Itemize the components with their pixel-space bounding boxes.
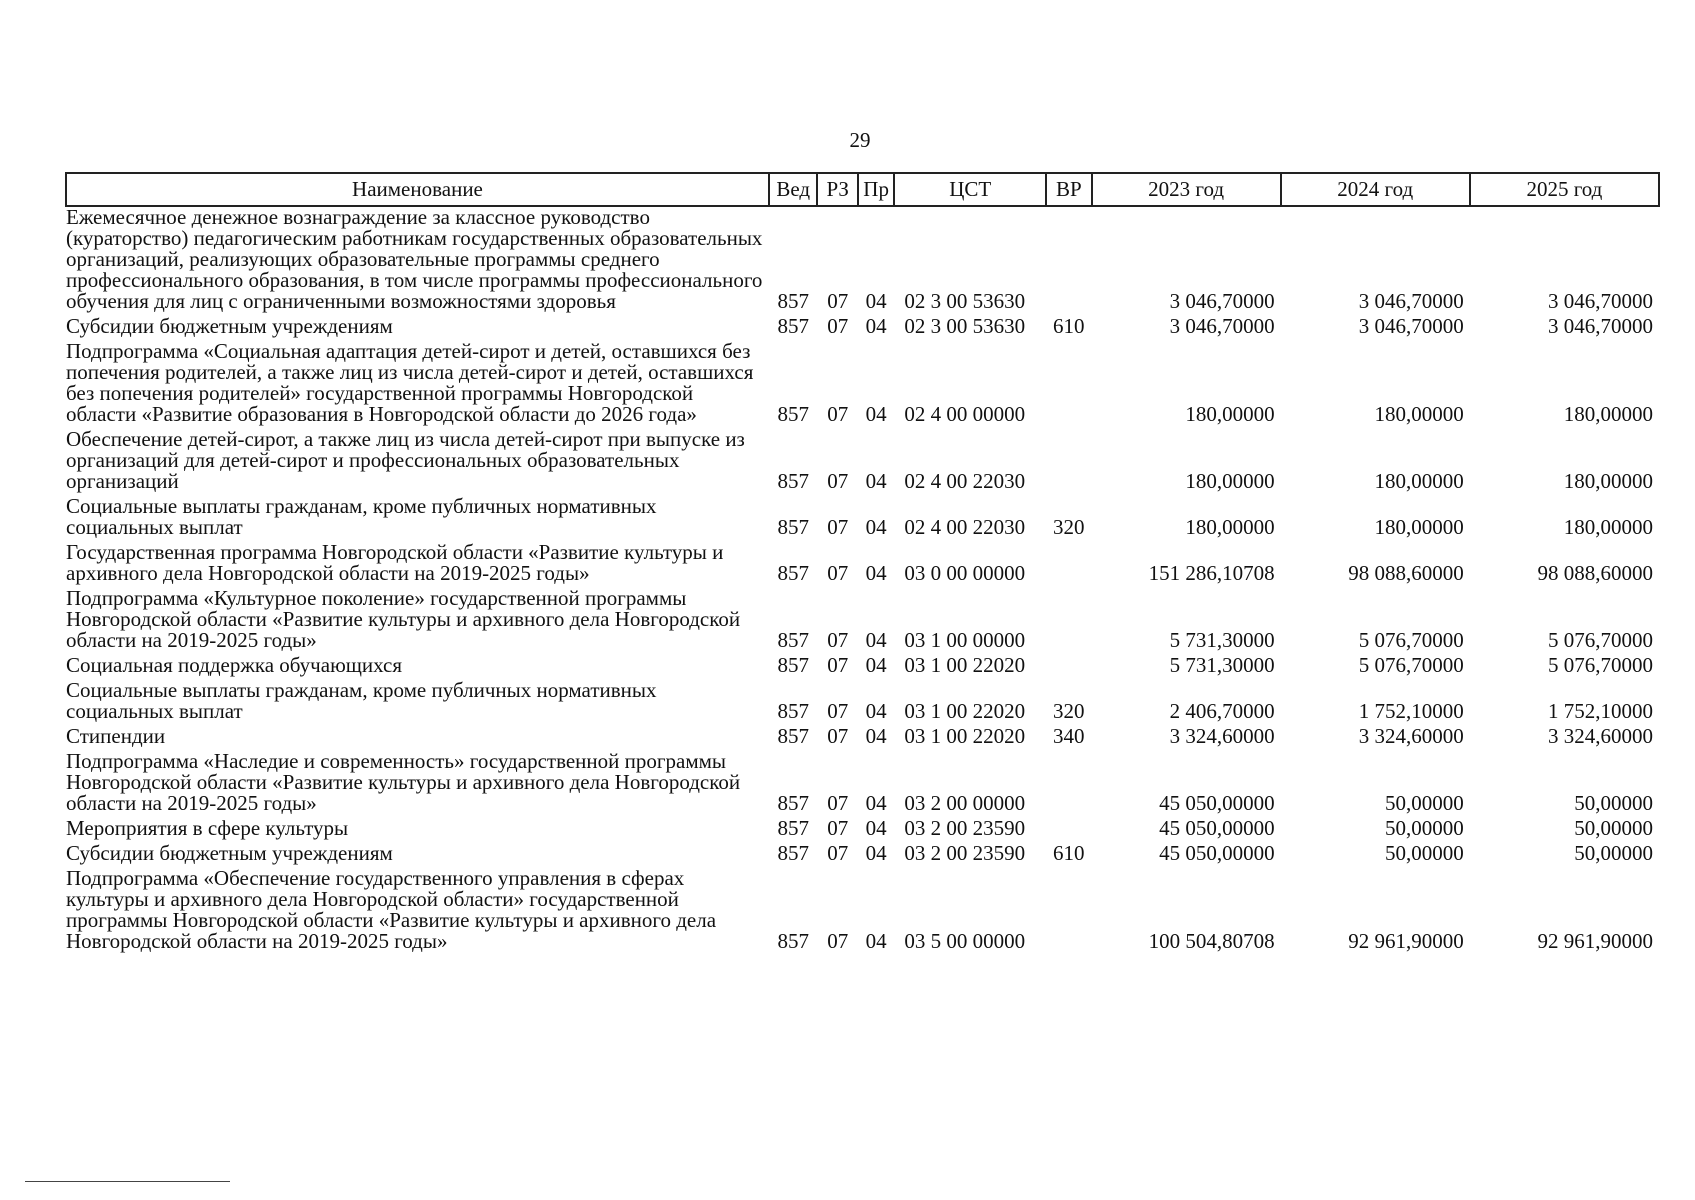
row-amount-2023: 180,00000 [1185, 402, 1275, 426]
row-amount-2025: 3 046,70000 [1548, 289, 1653, 313]
row-pr: 04 [865, 816, 887, 840]
footnote-rule [25, 1181, 230, 1182]
table-row [66, 680, 1659, 726]
row-name: Стипендии [66, 724, 166, 748]
row-cst: 03 0 00 00000 [904, 561, 1026, 585]
row-pr: 04 [865, 402, 887, 426]
row-pr: 04 [865, 561, 887, 585]
row-amount-2023: 5 731,30000 [1169, 653, 1275, 677]
row-pr: 04 [865, 791, 887, 815]
row-ved: 857 [777, 402, 809, 426]
row-rz: 07 [827, 791, 849, 815]
row-vr [1046, 206, 1092, 316]
row-vr: 320 [1053, 515, 1085, 539]
row-amount-2025: 3 324,60000 [1548, 724, 1653, 748]
row-rz: 07 [827, 561, 849, 585]
row-rz: 07 [827, 289, 849, 313]
row-amount-2024: 50,00000 [1385, 816, 1464, 840]
row-pr: 04 [865, 699, 887, 723]
row-ved: 857 [777, 653, 809, 677]
row-amount-2023: 45 050,00000 [1159, 791, 1275, 815]
budget-table [65, 172, 1660, 956]
row-cst: 03 5 00 00000 [904, 929, 1026, 953]
row-amount-2023: 45 050,00000 [1159, 841, 1275, 865]
table-row [66, 341, 1659, 429]
row-ved: 857 [777, 561, 809, 585]
table-row [66, 316, 1659, 341]
row-amount-2025: 98 088,60000 [1537, 561, 1653, 585]
table-row [66, 542, 1659, 588]
table-row [66, 868, 1659, 956]
row-amount-2024: 50,00000 [1385, 841, 1464, 865]
header-cst: ЦСТ [894, 173, 1046, 206]
row-rz: 07 [827, 724, 849, 748]
row-amount-2023: 5 731,30000 [1169, 628, 1275, 652]
table-header-row [66, 173, 1659, 206]
row-cst: 03 1 00 22020 [904, 653, 1026, 677]
row-rz: 07 [827, 929, 849, 953]
header-2023: 2023 год [1092, 173, 1281, 206]
row-name: Социальные выплаты гражданам, кроме публичных нормативных социальных выплат [66, 494, 657, 539]
row-name: Подпрограмма «Социальная адаптация детей-сирот и детей, оставшихся без попечения родителей, а также лиц из числа детей-сирот и детей, оставшихся без попечения родителей» государственной программы Новгородской области «Развитие образования в Новгородской области до 2026 года» [66, 339, 754, 426]
row-amount-2025: 5 076,70000 [1548, 628, 1653, 652]
row-rz: 07 [827, 515, 849, 539]
header-pr: Пр [858, 173, 894, 206]
row-name: Подпрограмма «Культурное поколение» государственной программы Новгородской области «Развитие культуры и архивного дела Новгородской области на 2019-2025 годы» [66, 586, 741, 652]
row-rz: 07 [827, 816, 849, 840]
row-cst: 02 3 00 53630 [904, 289, 1026, 313]
row-name: Субсидии бюджетным учреждениям [66, 841, 393, 865]
row-name: Субсидии бюджетным учреждениям [66, 314, 393, 338]
row-amount-2024: 3 046,70000 [1358, 314, 1464, 338]
row-amount-2025: 180,00000 [1563, 469, 1653, 493]
row-name: Подпрограмма «Обеспечение государственного управления в сферах культуры и архивного дела Новгородской области» государственной программы Новгородской области «Развитие культуры и архивного дела Новгородской области на 2019-2025 годы» [66, 866, 717, 953]
row-rz: 07 [827, 699, 849, 723]
table-row [66, 726, 1659, 751]
row-cst: 02 3 00 53630 [904, 314, 1026, 338]
row-amount-2025: 50,00000 [1574, 816, 1653, 840]
row-amount-2024: 50,00000 [1385, 791, 1464, 815]
row-pr: 04 [865, 289, 887, 313]
header-ved: Вед [769, 173, 818, 206]
row-amount-2023: 151 286,10708 [1148, 561, 1275, 585]
row-amount-2024: 180,00000 [1374, 469, 1464, 493]
row-amount-2023: 45 050,00000 [1159, 816, 1275, 840]
row-vr [1046, 818, 1092, 843]
table-row [66, 206, 1659, 316]
row-rz: 07 [827, 314, 849, 338]
table-row [66, 588, 1659, 655]
row-ved: 857 [777, 791, 809, 815]
table-row [66, 843, 1659, 868]
row-vr [1046, 429, 1092, 496]
row-amount-2024: 98 088,60000 [1348, 561, 1464, 585]
row-name: Государственная программа Новгородской области «Развитие культуры и архивного дела Новгородской области на 2019-2025 годы» [66, 540, 724, 585]
row-ved: 857 [777, 929, 809, 953]
row-amount-2023: 2 406,70000 [1169, 699, 1275, 723]
row-rz: 07 [827, 402, 849, 426]
row-rz: 07 [827, 841, 849, 865]
table-row [66, 818, 1659, 843]
row-ved: 857 [777, 469, 809, 493]
row-pr: 04 [865, 841, 887, 865]
row-vr [1046, 588, 1092, 655]
header-name: Наименование [66, 173, 769, 206]
row-name: Ежемесячное денежное вознаграждение за классное руководство (кураторство) педагогическим работникам государственных образовательных организаций, реализующих образовательные программы среднего профессионального образования, в том числе программы профессионального обучения для лиц с ограниченными возможностями здоровья [66, 205, 763, 313]
row-pr: 04 [865, 469, 887, 493]
row-amount-2025: 3 046,70000 [1548, 314, 1653, 338]
table-row [66, 751, 1659, 818]
row-amount-2023: 3 324,60000 [1169, 724, 1275, 748]
row-cst: 02 4 00 22030 [904, 515, 1026, 539]
row-amount-2024: 3 324,60000 [1358, 724, 1464, 748]
row-vr [1046, 542, 1092, 588]
row-vr: 610 [1053, 841, 1085, 865]
row-amount-2024: 5 076,70000 [1358, 628, 1464, 652]
row-vr [1046, 751, 1092, 818]
row-amount-2025: 180,00000 [1563, 515, 1653, 539]
row-cst: 02 4 00 22030 [904, 469, 1026, 493]
row-pr: 04 [865, 515, 887, 539]
row-name: Подпрограмма «Наследие и современность» государственной программы Новгородской области «Развитие культуры и архивного дела Новгородской области на 2019-2025 годы» [66, 749, 741, 815]
row-pr: 04 [865, 653, 887, 677]
row-amount-2023: 3 046,70000 [1169, 289, 1275, 313]
row-vr [1046, 655, 1092, 680]
page-number: 29 [849, 128, 871, 152]
row-amount-2025: 50,00000 [1574, 841, 1653, 865]
row-amount-2025: 50,00000 [1574, 791, 1653, 815]
row-pr: 04 [865, 724, 887, 748]
row-ved: 857 [777, 841, 809, 865]
row-amount-2024: 180,00000 [1374, 402, 1464, 426]
row-cst: 03 2 00 23590 [904, 816, 1026, 840]
header-rz: РЗ [817, 173, 857, 206]
row-pr: 04 [865, 628, 887, 652]
row-pr: 04 [865, 929, 887, 953]
row-ved: 857 [777, 724, 809, 748]
table-row [66, 496, 1659, 542]
row-cst: 03 1 00 22020 [904, 699, 1026, 723]
header-2024: 2024 год [1281, 173, 1470, 206]
row-vr: 340 [1053, 724, 1085, 748]
row-name: Обеспечение детей-сирот, а также лиц из числа детей-сирот при выпуске из организаций для детей-сирот и профессиональных образовательных организаций [66, 427, 745, 493]
row-cst: 03 1 00 00000 [904, 628, 1026, 652]
row-amount-2025: 92 961,90000 [1537, 929, 1653, 953]
row-amount-2023: 180,00000 [1185, 469, 1275, 493]
header-2025: 2025 год [1470, 173, 1659, 206]
row-amount-2024: 1 752,10000 [1358, 699, 1464, 723]
row-amount-2023: 3 046,70000 [1169, 314, 1275, 338]
row-amount-2023: 180,00000 [1185, 515, 1275, 539]
row-name: Социальная поддержка обучающихся [66, 653, 403, 677]
row-amount-2025: 5 076,70000 [1548, 653, 1653, 677]
table-row [66, 655, 1659, 680]
row-amount-2023: 100 504,80708 [1148, 929, 1275, 953]
row-ved: 857 [777, 628, 809, 652]
row-amount-2024: 180,00000 [1374, 515, 1464, 539]
row-name: Мероприятия в сфере культуры [66, 816, 349, 840]
row-amount-2024: 5 076,70000 [1358, 653, 1464, 677]
row-amount-2024: 3 046,70000 [1358, 289, 1464, 313]
row-cst: 02 4 00 00000 [904, 402, 1026, 426]
table-body [66, 206, 1659, 956]
table-row [66, 429, 1659, 496]
row-pr: 04 [865, 314, 887, 338]
row-cst: 03 2 00 00000 [904, 791, 1026, 815]
row-ved: 857 [777, 816, 809, 840]
row-cst: 03 2 00 23590 [904, 841, 1026, 865]
row-ved: 857 [777, 314, 809, 338]
row-rz: 07 [827, 653, 849, 677]
row-vr [1046, 341, 1092, 429]
row-rz: 07 [827, 469, 849, 493]
row-cst: 03 1 00 22020 [904, 724, 1026, 748]
row-amount-2024: 92 961,90000 [1348, 929, 1464, 953]
row-vr [1046, 868, 1092, 956]
row-rz: 07 [827, 628, 849, 652]
row-amount-2025: 180,00000 [1563, 402, 1653, 426]
row-name: Социальные выплаты гражданам, кроме публичных нормативных социальных выплат [66, 678, 657, 723]
row-ved: 857 [777, 289, 809, 313]
row-ved: 857 [777, 699, 809, 723]
row-vr: 320 [1053, 699, 1085, 723]
header-vr: ВР [1046, 173, 1092, 206]
row-ved: 857 [777, 515, 809, 539]
row-vr: 610 [1053, 314, 1085, 338]
row-amount-2025: 1 752,10000 [1548, 699, 1653, 723]
